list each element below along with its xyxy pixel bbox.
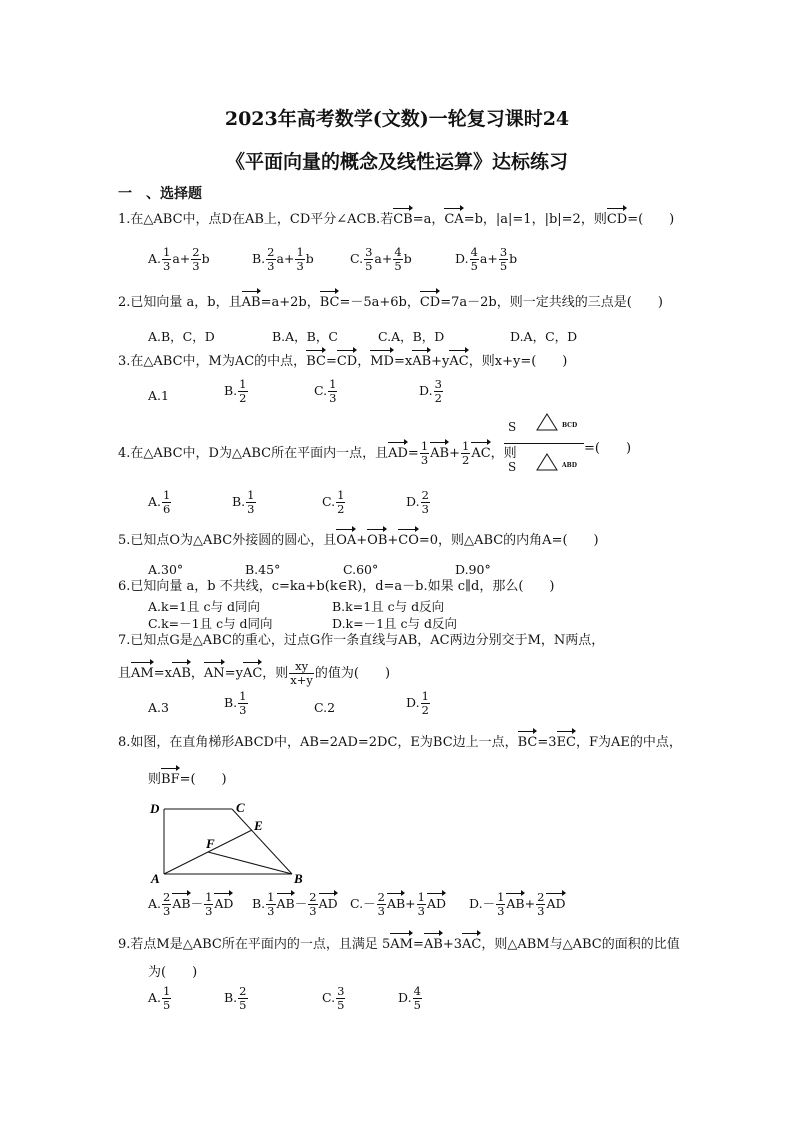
- q2-option-c[interactable]: C.A，B，D: [378, 329, 445, 344]
- section-heading: 一 、选择题: [118, 186, 202, 202]
- numerator: 2: [267, 245, 275, 259]
- option-text: b: [509, 251, 518, 266]
- q3-option-c[interactable]: [314, 378, 338, 405]
- vector-am: AM: [131, 666, 154, 681]
- vector-bc: BC: [517, 735, 538, 750]
- q4-text-tail: =( ): [584, 441, 632, 456]
- vector-cb: CB: [393, 212, 413, 227]
- q9-text: =: [412, 937, 424, 952]
- triangle-icon: [536, 452, 558, 472]
- option-label: D.: [455, 251, 469, 266]
- q4-option-c[interactable]: [322, 489, 346, 516]
- denominator: 3: [377, 904, 385, 918]
- numerator: 1: [163, 245, 171, 259]
- fraction: [238, 690, 247, 717]
- fraction: [204, 891, 213, 918]
- option-operator: +: [524, 896, 536, 911]
- q6-option-d[interactable]: D.k=－1且 c与 d反向: [332, 616, 458, 631]
- q1-option-c[interactable]: [350, 246, 412, 273]
- denominator: 3: [421, 502, 429, 516]
- vector-ad: AD: [388, 446, 408, 461]
- fraction: [238, 378, 247, 405]
- q2-option-b[interactable]: B.A，B，C: [272, 329, 338, 344]
- option-operator: +: [405, 896, 416, 911]
- q7-option-c[interactable]: C.2: [314, 700, 336, 715]
- denominator: 2: [421, 703, 429, 717]
- denominator: 5: [394, 259, 402, 273]
- option-label: D.: [398, 990, 412, 1005]
- denominator: 5: [499, 259, 508, 273]
- q3-text: ，: [357, 354, 371, 369]
- q3-text: ，则x+y=( ): [468, 354, 568, 369]
- q7-text: 且: [118, 666, 132, 681]
- q1-text: =b，|a|=1，|b|=2，则: [463, 212, 607, 227]
- label-f: F: [206, 836, 215, 851]
- option-sign: －: [363, 896, 376, 911]
- numerator: 2: [163, 890, 171, 904]
- fraction: [336, 489, 345, 516]
- question-9-line-2: 为( ): [148, 965, 198, 980]
- vector-ab: AB: [386, 896, 406, 911]
- fraction: [536, 891, 545, 918]
- label-c: C: [236, 800, 245, 815]
- denominator: 5: [163, 998, 171, 1012]
- denominator: 3: [267, 904, 275, 918]
- numerator: 2: [309, 890, 317, 904]
- numerator: 1: [421, 689, 429, 703]
- vector-cd: CD: [419, 295, 441, 310]
- q2-option-d[interactable]: D.A，C，D: [510, 329, 578, 344]
- option-label: B.: [224, 990, 238, 1005]
- fraction: [162, 891, 171, 918]
- denominator: 3: [239, 703, 247, 717]
- q7-option-a[interactable]: A.3: [148, 700, 169, 715]
- vector-md: MD: [370, 354, 394, 369]
- q3-option-d[interactable]: [419, 378, 444, 405]
- vector-ac: AC: [461, 937, 482, 952]
- numerator: 3: [434, 377, 442, 391]
- q3-text: +y: [431, 354, 450, 369]
- label-a: A: [151, 871, 160, 886]
- denominator: 3: [497, 904, 505, 918]
- page-subtitle: 《平面向量的概念及线性运算》达标练习: [225, 151, 568, 173]
- q7-option-b[interactable]: [224, 690, 249, 717]
- option-text: a+: [479, 251, 498, 266]
- numerator: 1: [296, 245, 304, 259]
- q2-text: =7a－2b，则一定共线的三点是( ): [440, 295, 663, 310]
- trapezoid-figure: [140, 795, 320, 890]
- q1-text: =( ): [627, 212, 675, 227]
- q7-text: =x: [153, 666, 172, 681]
- area-s-top: S: [508, 420, 517, 434]
- option-text: b: [201, 251, 210, 266]
- denominator: 3: [417, 904, 425, 918]
- q9-text: 9.若点M是△ABC所在平面内的一点，且满足 5: [118, 937, 391, 952]
- fraction: [266, 891, 275, 918]
- option-label: D.: [469, 896, 483, 911]
- numerator: 1: [462, 439, 470, 453]
- q8-text: ，F为AE的中点，: [576, 735, 682, 750]
- fraction: [162, 489, 171, 516]
- vector-ab: AB: [506, 896, 525, 911]
- fraction: [295, 246, 304, 273]
- option-text: a+: [172, 251, 191, 266]
- q5-option-b[interactable]: B.45°: [245, 562, 281, 577]
- question-5: [118, 532, 599, 550]
- area-sub-bottom: ABD: [562, 462, 577, 469]
- question-4: [118, 440, 517, 467]
- numerator: 1: [163, 984, 171, 998]
- denominator: 5: [337, 998, 345, 1012]
- label-d: D: [150, 801, 160, 816]
- fraction: [246, 489, 255, 516]
- vector-ad: AD: [214, 896, 234, 911]
- area-s-bottom: S: [508, 460, 517, 474]
- denominator: x+y: [290, 673, 313, 687]
- vector-ab: AB: [412, 354, 432, 369]
- q5-text: 5.已知点O为△ABC外接圆的圆心，且: [118, 533, 337, 548]
- q1-option-a[interactable]: [148, 246, 210, 273]
- vector-am: AM: [390, 937, 413, 952]
- vector-ec: EC: [556, 735, 576, 750]
- fraction: [238, 985, 247, 1012]
- q7-option-d[interactable]: [406, 690, 431, 717]
- q4-text: 4.在△ABC中，D为△ABC所在平面内一点，且: [118, 446, 389, 461]
- denominator: 3: [163, 259, 171, 273]
- vector-ab: AB: [276, 896, 295, 911]
- q7-text: ，: [190, 666, 204, 681]
- vector-ac: AC: [449, 354, 469, 369]
- vector-cd: CD: [336, 354, 358, 369]
- option-label: D.: [406, 695, 420, 710]
- area-ratio-fraction: [504, 410, 584, 476]
- option-label: C.: [350, 251, 364, 266]
- vector-bc: BC: [306, 354, 326, 369]
- fraction: [393, 246, 402, 273]
- option-label: B.: [252, 896, 266, 911]
- vector-an: AN: [203, 666, 225, 681]
- q9-option-d[interactable]: [398, 985, 423, 1012]
- q8-option-b[interactable]: [252, 891, 338, 918]
- denominator: 5: [413, 998, 421, 1012]
- q3-option-b[interactable]: [224, 378, 249, 405]
- vector-ab: AB: [430, 446, 450, 461]
- option-label: C.: [314, 383, 328, 398]
- option-text: b: [305, 251, 314, 266]
- area-ratio-bar: [504, 443, 584, 444]
- fraction: [162, 985, 171, 1012]
- vector-bc: BC: [319, 295, 340, 310]
- denominator: 5: [239, 998, 247, 1012]
- q4-text: +: [449, 446, 460, 461]
- question-7: 7.已知点G是△ABC的重心，过点G作一条直线与AB，AC两边分别交于M，N两点，: [118, 633, 605, 648]
- q7-text: ，则: [262, 666, 289, 681]
- q1-text: 1.在△ABC中，点D在AB上，CD平分∠ACB.若: [118, 212, 394, 227]
- fraction: [470, 246, 479, 273]
- q6-option-c[interactable]: C.k=－1且 c与 d同向: [148, 616, 273, 631]
- option-sign: －: [482, 896, 496, 911]
- label-e: E: [254, 818, 263, 833]
- q6-option-b[interactable]: B.k=1且 c与 d反向: [332, 599, 445, 614]
- question-9: [118, 936, 680, 954]
- numerator: 4: [470, 245, 478, 259]
- vector-ab: AB: [171, 666, 191, 681]
- fraction: [434, 378, 443, 405]
- question-6: 6.已知向量 a，b 不共线，c=ka+b(k∈R)，d=a－b.如果 c∥d，那么( ): [118, 579, 555, 594]
- question-7-line-2: [118, 660, 390, 687]
- fraction: [420, 440, 429, 467]
- q9-text: +3: [442, 937, 462, 952]
- vector-bf: BF: [161, 772, 180, 787]
- vector-oa: OA: [336, 533, 357, 548]
- fraction: [496, 891, 505, 918]
- option-label: A.: [148, 251, 162, 266]
- area-sub-top: BCD: [562, 422, 578, 429]
- denominator: 3: [267, 259, 275, 273]
- page-title: 2023年高考数学(文数)一轮复习课时24: [224, 108, 570, 130]
- q3-option-a[interactable]: A.1: [148, 388, 169, 403]
- vector-ad: AD: [426, 896, 447, 911]
- q2-text: =a+2b，: [260, 295, 320, 310]
- denominator: 3: [247, 502, 255, 516]
- fraction: [421, 690, 430, 717]
- option-label: A.: [148, 896, 162, 911]
- q1-text: =a，: [412, 212, 445, 227]
- q9-text: ，则△ABM与△ABC的面积的比值: [481, 937, 680, 952]
- q8-text: 则: [148, 772, 162, 787]
- numerator: 1: [163, 488, 171, 502]
- option-text: b: [403, 251, 412, 266]
- fraction: [499, 246, 508, 273]
- option-label: A.: [148, 990, 162, 1005]
- numerator: 1: [420, 439, 429, 453]
- numerator: 1: [205, 890, 213, 904]
- fraction: [336, 985, 345, 1012]
- q2-option-a[interactable]: A.B，C，D: [148, 329, 215, 344]
- option-label: B.: [224, 383, 238, 398]
- vector-ad: AD: [318, 896, 338, 911]
- denominator: 2: [462, 453, 470, 467]
- denominator: 5: [365, 259, 373, 273]
- vector-cd: CD: [606, 212, 628, 227]
- fraction: [308, 891, 317, 918]
- vector-ac: AC: [471, 446, 491, 461]
- numerator: 1: [329, 377, 337, 391]
- question-2: [118, 294, 663, 312]
- denominator: 3: [309, 904, 317, 918]
- fraction: [377, 891, 386, 918]
- fraction: [191, 246, 200, 273]
- numerator: 2: [192, 245, 200, 259]
- denominator: 3: [163, 904, 171, 918]
- q4-option-d[interactable]: [406, 489, 431, 516]
- denominator: 2: [337, 502, 345, 516]
- numerator: 3: [499, 245, 508, 259]
- q1-option-b[interactable]: [252, 246, 314, 273]
- q8-option-c[interactable]: [350, 891, 446, 918]
- fraction: [413, 985, 422, 1012]
- numerator: 1: [337, 488, 345, 502]
- numerator: 1: [239, 689, 247, 703]
- option-operator: －: [294, 896, 308, 911]
- numerator: 1: [239, 377, 247, 391]
- q1-option-d[interactable]: [455, 246, 517, 273]
- q8-option-a[interactable]: [148, 891, 233, 918]
- numerator: 2: [421, 488, 429, 502]
- question-3: [118, 353, 567, 371]
- q8-text: =3: [537, 735, 557, 750]
- q6-option-a[interactable]: A.k=1且 c与 d同向: [148, 599, 260, 614]
- question-8: [118, 734, 682, 752]
- fraction: [417, 891, 426, 918]
- denominator: 2: [239, 391, 247, 405]
- q5-option-c[interactable]: C.60°: [343, 562, 379, 577]
- vector-co: CO: [398, 533, 419, 548]
- fraction: [162, 246, 171, 273]
- q3-text: =: [325, 354, 337, 369]
- vector-ab: AB: [241, 295, 261, 310]
- fraction: [421, 489, 430, 516]
- q5-text: +: [356, 533, 368, 548]
- question-8-line-2: [148, 771, 227, 789]
- option-label: B.: [232, 494, 246, 509]
- label-b: B: [294, 871, 303, 886]
- vector-ob: OB: [367, 533, 388, 548]
- question-1: [118, 211, 674, 229]
- q4-option-b[interactable]: [232, 489, 257, 516]
- option-label: C.: [350, 896, 364, 911]
- vector-ad: AD: [546, 896, 566, 911]
- q3-text: =x: [393, 354, 413, 369]
- option-text: a+: [276, 251, 295, 266]
- numerator: 3: [337, 984, 345, 998]
- vector-ab: AB: [423, 937, 443, 952]
- fraction: [266, 246, 275, 273]
- q9-option-a[interactable]: [148, 985, 172, 1012]
- q5-text: +: [387, 533, 399, 548]
- q7-text: 的值为( ): [314, 666, 391, 681]
- denominator: 2: [434, 391, 442, 405]
- q2-text: 2.已知向量 a，b，且: [118, 295, 242, 310]
- option-label: C.: [322, 990, 336, 1005]
- numerator: 1: [417, 890, 425, 904]
- option-operator: －: [190, 896, 204, 911]
- denominator: 6: [163, 502, 171, 516]
- denominator: 3: [537, 904, 545, 918]
- q4-option-a[interactable]: [148, 489, 172, 516]
- vector-ab: AB: [172, 896, 191, 911]
- fraction: [289, 660, 314, 687]
- denominator: 3: [192, 259, 200, 273]
- fraction: [364, 246, 373, 273]
- triangle-icon: [536, 412, 558, 432]
- denominator: 5: [470, 259, 478, 273]
- numerator: 1: [267, 890, 275, 904]
- q9-option-c[interactable]: [322, 985, 346, 1012]
- option-text: a+: [374, 251, 393, 266]
- denominator: 3: [205, 904, 213, 918]
- q4-text: =: [407, 446, 419, 461]
- numerator: 1: [247, 488, 255, 502]
- numerator: 4: [394, 245, 402, 259]
- numerator: 4: [413, 984, 421, 998]
- numerator: 1: [497, 890, 505, 904]
- q7-text: =y: [224, 666, 243, 681]
- q2-text: =－5a+6b，: [339, 295, 420, 310]
- q9-option-b[interactable]: [224, 985, 249, 1012]
- numerator: 2: [239, 984, 247, 998]
- q4-text: ，则: [490, 446, 517, 461]
- numerator: 3: [365, 245, 373, 259]
- fraction: [461, 440, 470, 467]
- option-label: B.: [252, 251, 266, 266]
- denominator: 3: [420, 453, 429, 467]
- option-label: C.: [322, 494, 336, 509]
- q8-option-d[interactable]: [469, 891, 566, 918]
- option-label: D.: [406, 494, 420, 509]
- q5-option-d[interactable]: D.90°: [455, 562, 491, 577]
- option-label: A.: [148, 494, 162, 509]
- q5-option-a[interactable]: A.30°: [148, 562, 184, 577]
- vector-ca: CA: [444, 212, 464, 227]
- vector-ac: AC: [242, 666, 263, 681]
- denominator: 3: [296, 259, 304, 273]
- option-label: B.: [224, 695, 238, 710]
- option-label: D.: [419, 383, 433, 398]
- q3-text: 3.在△ABC中，M为AC的中点，: [118, 354, 307, 369]
- numerator: xy: [289, 660, 314, 674]
- q8-text: 8.如图，在直角梯形ABCD中，AB=2AD=2DC，E为BC边上一点，: [118, 735, 518, 750]
- segment-bf: [208, 852, 292, 874]
- numerator: 2: [537, 890, 545, 904]
- q5-text: =0，则△ABC的内角A=( ): [418, 533, 599, 548]
- numerator: 2: [377, 890, 385, 904]
- denominator: 3: [329, 391, 337, 405]
- q8-text: =( ): [179, 772, 227, 787]
- fraction: [328, 378, 337, 405]
